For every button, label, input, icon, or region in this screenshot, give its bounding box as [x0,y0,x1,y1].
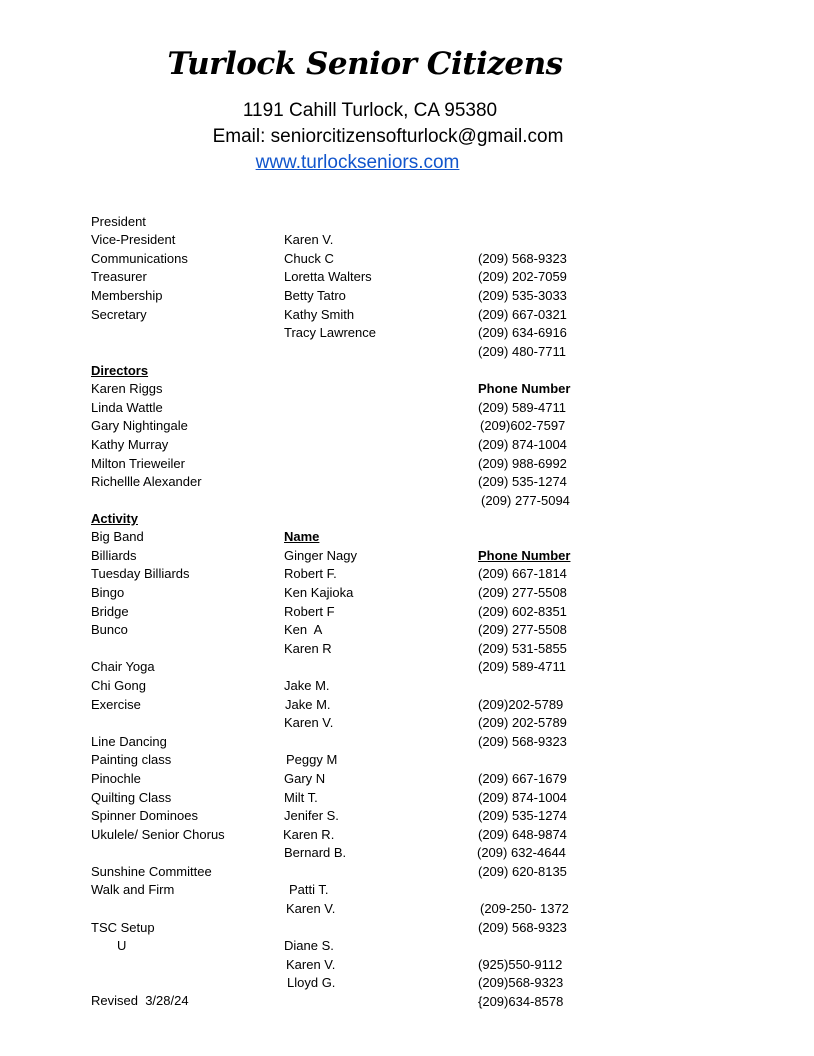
officer-phone: (209) 202-7059 [478,269,567,285]
directors-header: Directors [91,362,149,378]
contact-phone: (209-250- 1372 [480,901,569,917]
website-link[interactable]: www.turlockseniors.com [255,152,460,173]
website-line [0,152,715,174]
officer-name: Tracy Lawrence [284,325,376,341]
officer-role: President [91,213,146,229]
contact-name: Lloyd G. [287,975,336,991]
officer-name: Karen V. [284,232,334,248]
contact-phone: (209) 874-1004 [478,789,567,805]
contact-name: Ken Kajioka [284,584,354,600]
activity-name: Walk and Firm [91,882,175,898]
activity-name: Bridge [91,603,129,619]
activity-name: Sunshine Committee [91,863,212,879]
activity-name: Big Band [91,529,144,545]
contact-phone: (209) 535-1274 [478,808,567,824]
contact-phone: (209) 568-9323 [478,919,567,935]
contact-phone: (209) 202-5789 [478,715,567,731]
contact-phone: (209) 667-1814 [478,566,567,582]
contact-name: Jenifer S. [284,808,339,824]
officer-role: Treasurer [91,269,147,285]
contact-name: Milt T. [284,789,318,805]
contact-name: Karen R [284,640,332,656]
director-name: Milton Trieweiler [91,455,185,471]
officer-name: Betty Tatro [284,287,346,303]
activity-name: Painting class [91,752,172,768]
contact-phone: (925)550-9112 [478,956,563,972]
contact-name: Patti T. [289,882,329,898]
director-phone: (209) 988-6992 [478,455,567,471]
contact-phone: {209)634-8578 [478,994,564,1010]
contact-name: Karen V. [284,715,334,731]
director-phone: (209) 535-1274 [478,474,567,490]
officer-role: Vice-President [91,232,176,248]
officer-name: Kathy Smith [284,306,355,322]
activity-name: Chi Gong [91,677,146,693]
director-phone: (209) 589-4711 [478,399,566,415]
officer-name: Chuck C [284,250,334,266]
officer-phone: (209) 634-6916 [478,325,567,341]
officer-role: Membership [91,287,163,303]
contact-name: Karen R. [283,826,335,842]
officer-role: Secretary [91,306,147,322]
activity-name: U [117,938,127,954]
contact-name: Robert F. [284,566,337,582]
address: 1191 Cahill Turlock, CA 95380 [242,100,498,121]
contact-name: Ken A [284,622,323,638]
activity-name: Exercise [91,696,141,712]
director-phone: (209) 874-1004 [478,436,567,452]
officer-phone: (209) 480-7711 [478,343,566,359]
activity-name: Spinner Dominoes [91,808,198,824]
contact-phone: (209) 277-5508 [478,584,567,600]
director-phone: (209) 277-5094 [481,492,570,508]
contact-phone: (209) 531-5855 [478,640,567,656]
contact-name: Jake M. [285,696,331,712]
activity-name: Chair Yoga [91,659,155,675]
contact-phone: (209)568-9323 [478,975,564,991]
phone-header: Phone Number [478,547,571,563]
activity-name: Bunco [91,622,128,638]
activity-name: TSC Setup [91,919,155,935]
officer-role: Communications [91,250,188,266]
director-name: Kathy Murray [91,436,169,452]
officer-phone: (209) 667-0321 [478,306,567,322]
officer-phone: (209) 535-3033 [478,287,567,303]
contact-phone: (209) 632-4644 [477,845,566,861]
name-header: Name [284,529,320,545]
director-name: Karen Riggs [91,381,163,397]
contact-phone: (209) 589-4711 [478,659,566,675]
contact-phone: (209)202-5789 [478,696,564,712]
page-title: Turlock Senior Citizens [167,46,563,82]
officers-table [91,194,611,359]
contact-phone: (209) 602-8351 [478,603,567,619]
contact-name: Karen V. [286,956,336,972]
director-phone: (209)602-7597 [480,418,566,434]
officer-phone: (209) 568-9323 [478,250,567,266]
contact-phone: (209) 568-9323 [478,733,567,749]
activity-name: Bingo [91,584,125,600]
contact-name: Gary N [284,770,326,786]
contact-name: Diane S. [284,938,334,954]
activity-name: Line Dancing [91,733,167,749]
activity-header: Activity [91,510,138,526]
contact-name: Peggy M [286,752,338,768]
contact-name: Bernard B. [284,845,347,861]
activity-name: Pinochle [91,770,141,786]
director-name: Richellle Alexander [91,474,202,490]
contact-name: Robert F [284,603,335,619]
contact-phone: (209) 277-5508 [478,622,567,638]
contact-name: Ginger Nagy [284,547,357,563]
contact-phone: (209) 667-1679 [478,770,567,786]
contact-name: Karen V. [286,901,336,917]
activity-name: Ukulele/ Senior Chorus [91,826,225,842]
phone-header: Phone Number [478,381,571,397]
officer-name: Loretta Walters [284,269,372,285]
activity-name: Tuesday Billiards [91,566,190,582]
activity-name: Quilting Class [91,789,172,805]
director-name: Gary Nightingale [91,418,188,434]
revised-date: Revised 3/28/24 [91,993,189,1008]
email-line: Email: seniorcitizensofturlock@gmail.com [212,126,564,147]
director-name: Linda Wattle [91,399,163,415]
contact-name: Jake M. [284,677,330,693]
contact-phone: (209) 648-9874 [478,826,567,842]
contact-phone: (209) 620-8135 [478,863,567,879]
activity-name: Billiards [91,547,137,563]
directors-table [91,343,611,508]
